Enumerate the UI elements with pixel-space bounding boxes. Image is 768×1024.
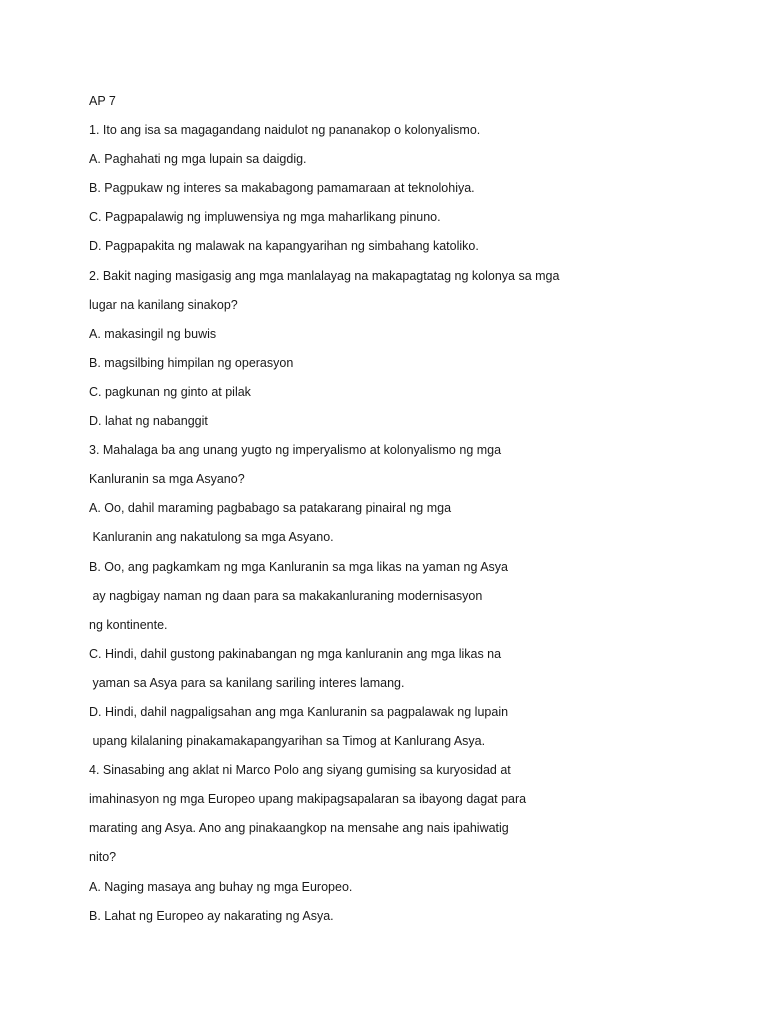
question-3-choice-b-line-3: ng kontinente. (89, 617, 168, 632)
question-4-line-1: 4. Sinasabing ang aklat ni Marco Polo ang siyang gumising sa kuryosidad at (89, 763, 511, 778)
question-3-choice-a-line-1: A. Oo, dahil maraming pagbabago sa patakarang pinairal ng mga (89, 501, 452, 516)
question-3-choice-b-line-2: ay nagbigay naman ng daan para sa makakanluraning modernisasyon (89, 588, 483, 603)
question-3-choice-d-line-1: D. Hindi, dahil nagpaligsahan ang mga Kanluranin sa pagpalawak ng lupain (89, 704, 509, 719)
question-4-choice-b: B. Lahat ng Europeo ay nakarating ng Asya. (89, 908, 334, 923)
document-heading: AP 7 (89, 94, 116, 108)
question-1-choice-b: B. Pagpukaw ng interes sa makabagong pamamaraan at teknolohiya. (89, 181, 475, 196)
question-4-line-4: nito? (89, 850, 117, 865)
question-4-choice-a: A. Naging masaya ang buhay ng mga Europeo. (89, 879, 353, 894)
question-3-choice-a-line-2: Kanluranin ang nakatulong sa mga Asyano. (89, 530, 334, 545)
question-1-choice-d: D. Pagpapakita ng malawak na kapangyarihan ng simbahang katoliko. (89, 239, 479, 254)
question-1-choice-c: C. Pagpapalawig ng impluwensiya ng mga maharlikang pinuno. (89, 210, 441, 225)
question-2-choice-a: A. makasingil ng buwis (89, 326, 217, 341)
question-4-line-3: marating ang Asya. Ano ang pinakaangkop na mensahe ang nais ipahiwatig (89, 821, 509, 836)
question-3-choice-d-line-2: upang kilalaning pinakamakapangyarihan sa Timog at Kanlurang Asya. (89, 734, 486, 749)
question-3-choice-c-line-2: yaman sa Asya para sa kanilang sariling interes lamang. (89, 675, 405, 690)
question-2-choice-d: D. lahat ng nabanggit (89, 414, 208, 429)
document-body (89, 91, 709, 935)
question-3-line-1: 3. Mahalaga ba ang unang yugto ng imperyalismo at kolonyalismo ng mga (89, 443, 502, 458)
question-2-line-2: lugar na kanilang sinakop? (89, 297, 238, 312)
question-3-choice-c-line-1: C. Hindi, dahil gustong pakinabangan ng mga kanluranin ang mga likas na (89, 646, 502, 661)
question-4-line-2: imahinasyon ng mga Europeo upang makipagsapalaran sa ibayong dagat para (89, 792, 527, 807)
question-2-line-1: 2. Bakit naging masigasig ang mga manlalayag na makapagtatag ng kolonya sa mga (89, 268, 560, 283)
question-2-choice-b: B. magsilbing himpilan ng operasyon (89, 355, 294, 370)
question-1: 1. Ito ang isa sa magagandang naidulot ng pananakop o kolonyalismo. (89, 123, 481, 138)
question-2-choice-c: C. pagkunan ng ginto at pilak (89, 384, 251, 399)
question-3-choice-b-line-1: B. Oo, ang pagkamkam ng mga Kanluranin sa mga likas na yaman ng Asya (89, 559, 508, 574)
question-3-line-2: Kanluranin sa mga Asyano? (89, 472, 245, 487)
question-1-choice-a: A. Paghahati ng mga lupain sa daigdig. (89, 152, 307, 167)
